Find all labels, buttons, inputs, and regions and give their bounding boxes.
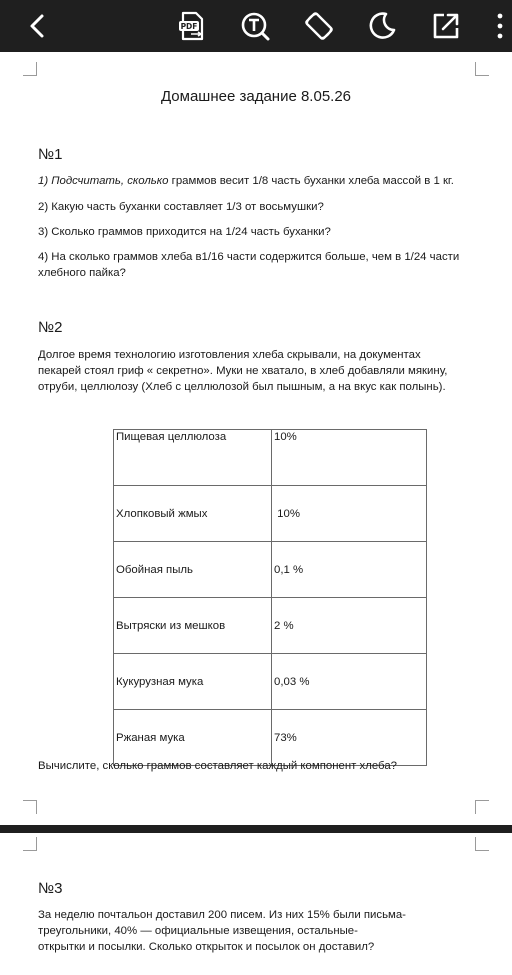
more-options-button[interactable] — [482, 6, 512, 46]
task-1-question-4 — [38, 249, 498, 281]
page-margin-mark — [475, 837, 489, 851]
component-percent: 0,1 % — [272, 542, 427, 598]
component-percent: 2 % — [272, 598, 427, 654]
task-2-intro — [38, 347, 498, 395]
document-title: Домашнее задание 8.05.26 — [160, 88, 352, 105]
task-2-heading: №2 — [38, 319, 63, 336]
more-vertical-icon — [482, 10, 512, 42]
task-2-intro-line-3: отруби, целлюлозу (Хлеб с целлюлозой был пышным, а на вкус как полынь). — [38, 381, 446, 393]
viewer-toolbar — [0, 0, 512, 52]
pdf-convert-icon — [176, 10, 208, 42]
task-2-intro-line-1: Долгое время технологию изготовления хлеба скрывали, на документах — [38, 349, 421, 361]
component-percent: 0,03 % — [272, 654, 427, 710]
component-name: Ржаная мука — [114, 710, 272, 766]
page-margin-mark — [23, 62, 37, 76]
task-1-heading: №1 — [38, 146, 63, 163]
task-3-text-line-2: треугольники, 40% — официальные извещения, остальные- — [38, 925, 358, 937]
component-name: Пищевая целлюлоза — [114, 430, 272, 486]
back-button[interactable] — [18, 6, 58, 46]
open-external-icon — [430, 10, 462, 42]
task-1-question-1-italic: 1) Подсчитать, сколько — [38, 175, 169, 187]
task-1-question-3: 3) Сколько граммов приходится на 1/24 часть буханки? — [38, 226, 331, 238]
task-3-heading: №3 — [38, 880, 63, 897]
task-1-question-1-rest: граммов весит 1/8 часть буханки хлеба массой в 1 кг. — [168, 175, 454, 187]
task-3-text — [38, 907, 498, 955]
component-percent: 10% — [272, 486, 427, 542]
rotate-screen-button[interactable] — [299, 6, 339, 46]
task-1-question-4-line-2: хлебного пайка? — [38, 267, 126, 279]
document-page-1 — [0, 58, 512, 825]
table-row — [114, 430, 427, 486]
screen-rotation-icon — [303, 10, 335, 42]
text-search-icon — [239, 10, 271, 42]
document-page-2 — [0, 833, 512, 975]
component-name: Хлопковый жмых — [114, 486, 272, 542]
component-name: Обойная пыль — [114, 542, 272, 598]
page-margin-mark — [475, 62, 489, 76]
task-1-question-2: 2) Какую часть буханки составляет 1/3 от восьмушки? — [38, 201, 324, 213]
bread-composition-table — [113, 429, 427, 766]
task-2-intro-line-2: пекарей стоял гриф « секретно». Муки не хватало, в хлеб добавляли мякину, — [38, 365, 448, 377]
night-mode-button[interactable] — [362, 6, 402, 46]
page-margin-mark — [23, 837, 37, 851]
task-2-question: Вычислите, сколько граммов составляет каждый компонент хлеба? — [38, 760, 397, 772]
page-margin-mark — [23, 800, 37, 814]
task-1-question-1 — [38, 173, 498, 189]
table-row — [114, 598, 427, 654]
text-search-button[interactable] — [235, 6, 275, 46]
table-row — [114, 486, 427, 542]
page-separator — [0, 825, 512, 833]
open-external-button[interactable] — [426, 6, 466, 46]
moon-icon — [366, 10, 398, 42]
page-margin-mark — [475, 800, 489, 814]
component-percent: 73% — [272, 710, 427, 766]
svg-text:PDF: PDF — [180, 22, 198, 31]
table-row — [114, 542, 427, 598]
table-row — [114, 654, 427, 710]
component-percent: 10% — [272, 430, 427, 486]
component-name: Вытряски из мешков — [114, 598, 272, 654]
pdf-convert-button[interactable] — [172, 6, 212, 46]
task-3-text-line-1: За неделю почтальон доставил 200 писем. Из них 15% были письма- — [38, 909, 406, 921]
chevron-left-icon — [22, 10, 54, 42]
task-1-question-4-line-1: 4) На сколько граммов хлеба в1/16 части содержится больше, чем в 1/24 части — [38, 251, 460, 263]
task-3-text-line-3: открытки и посылки. Сколько открыток и посылок он доставил? — [38, 941, 375, 953]
component-name: Кукурузная мука — [114, 654, 272, 710]
